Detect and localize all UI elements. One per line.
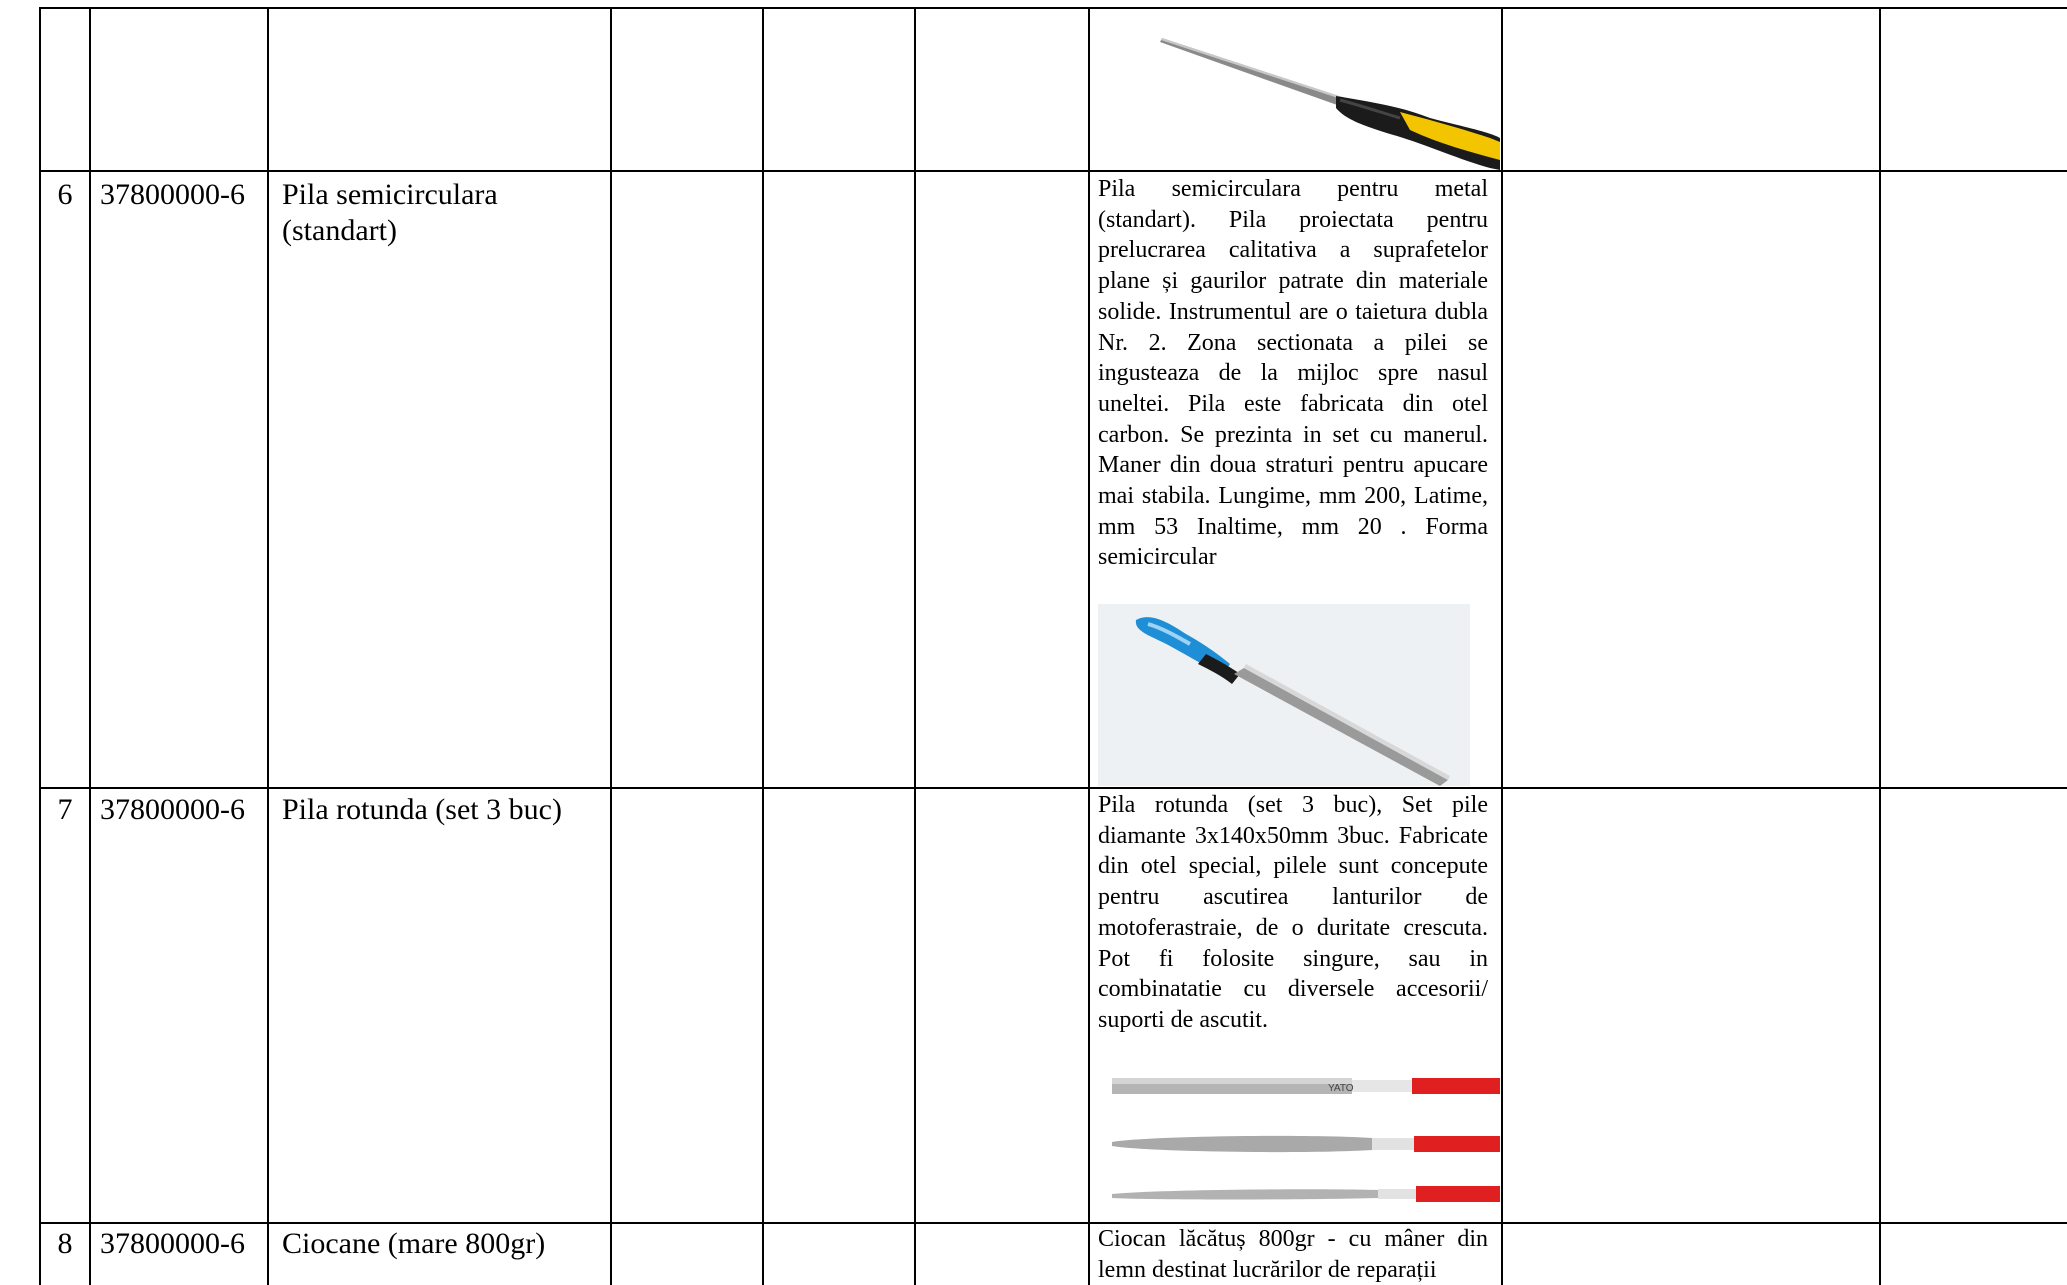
column-divider xyxy=(762,8,764,1285)
product-description: Ciocan lăcătuș 800gr - cu mâner din lemn destinat lucrărilor de reparații xyxy=(1098,1226,1488,1283)
cpv-code: 37800000-6 xyxy=(100,178,245,211)
cpv-code: 37800000-6 xyxy=(100,793,245,826)
brand-logo: YATO xyxy=(1328,1083,1354,1094)
row-divider xyxy=(39,1222,2067,1224)
product-name: Pila semicirculara (standart) xyxy=(282,178,498,247)
cpv-code: 37800000-6 xyxy=(100,1227,245,1260)
column-divider xyxy=(610,8,612,1285)
column-divider xyxy=(267,8,269,1285)
row-number: 7 xyxy=(57,793,73,826)
product-name: Ciocane (mare 800gr) xyxy=(282,1227,546,1260)
product-name: Pila rotunda (set 3 buc) xyxy=(282,793,562,826)
column-divider xyxy=(1501,8,1503,1285)
table-border-top xyxy=(39,7,2067,9)
product-image-file-blue xyxy=(1098,604,1470,786)
product-description: Pila semicirculara pentru metal (standart). Pila proiectata pentru prelucrarea calitativa a suprafetelor plane și gaurilor patrate din materiale solide. Instrumentul are o taietura dubla Nr. 2. Zona sectionata a pilei se ingusteaza de la mijloc spre nasul uneltei. Pila este fabricata din otel carbon. Se prezinta in set cu manerul. Maner din doua straturi pentru apucare mai stabila. Lungime, mm 200, Latime, mm 53 Inaltime, mm 20 . Forma semicircular xyxy=(1098,176,1488,571)
row-number: 6 xyxy=(57,178,73,211)
column-divider xyxy=(914,8,916,1285)
product-image-file-yellow xyxy=(1100,20,1500,170)
column-divider xyxy=(1088,8,1090,1285)
product-description: Pila rotunda (set 3 buc), Set pile diamante 3x140x50mm 3buc. Fabricate din otel special, pilele sunt concepute pentru ascutirea lanturilor de motoferastraie, de o duritate crescuta. Pot fi folosite singure, sau in combinatatie cu diversele accesorii/ suporti de ascutit. xyxy=(1098,792,1488,1033)
product-image-diamond-files xyxy=(1108,1072,1500,1222)
row-divider xyxy=(39,787,2067,789)
column-divider xyxy=(1879,8,1881,1285)
row-number: 8 xyxy=(57,1227,73,1260)
row-divider xyxy=(39,170,2067,172)
